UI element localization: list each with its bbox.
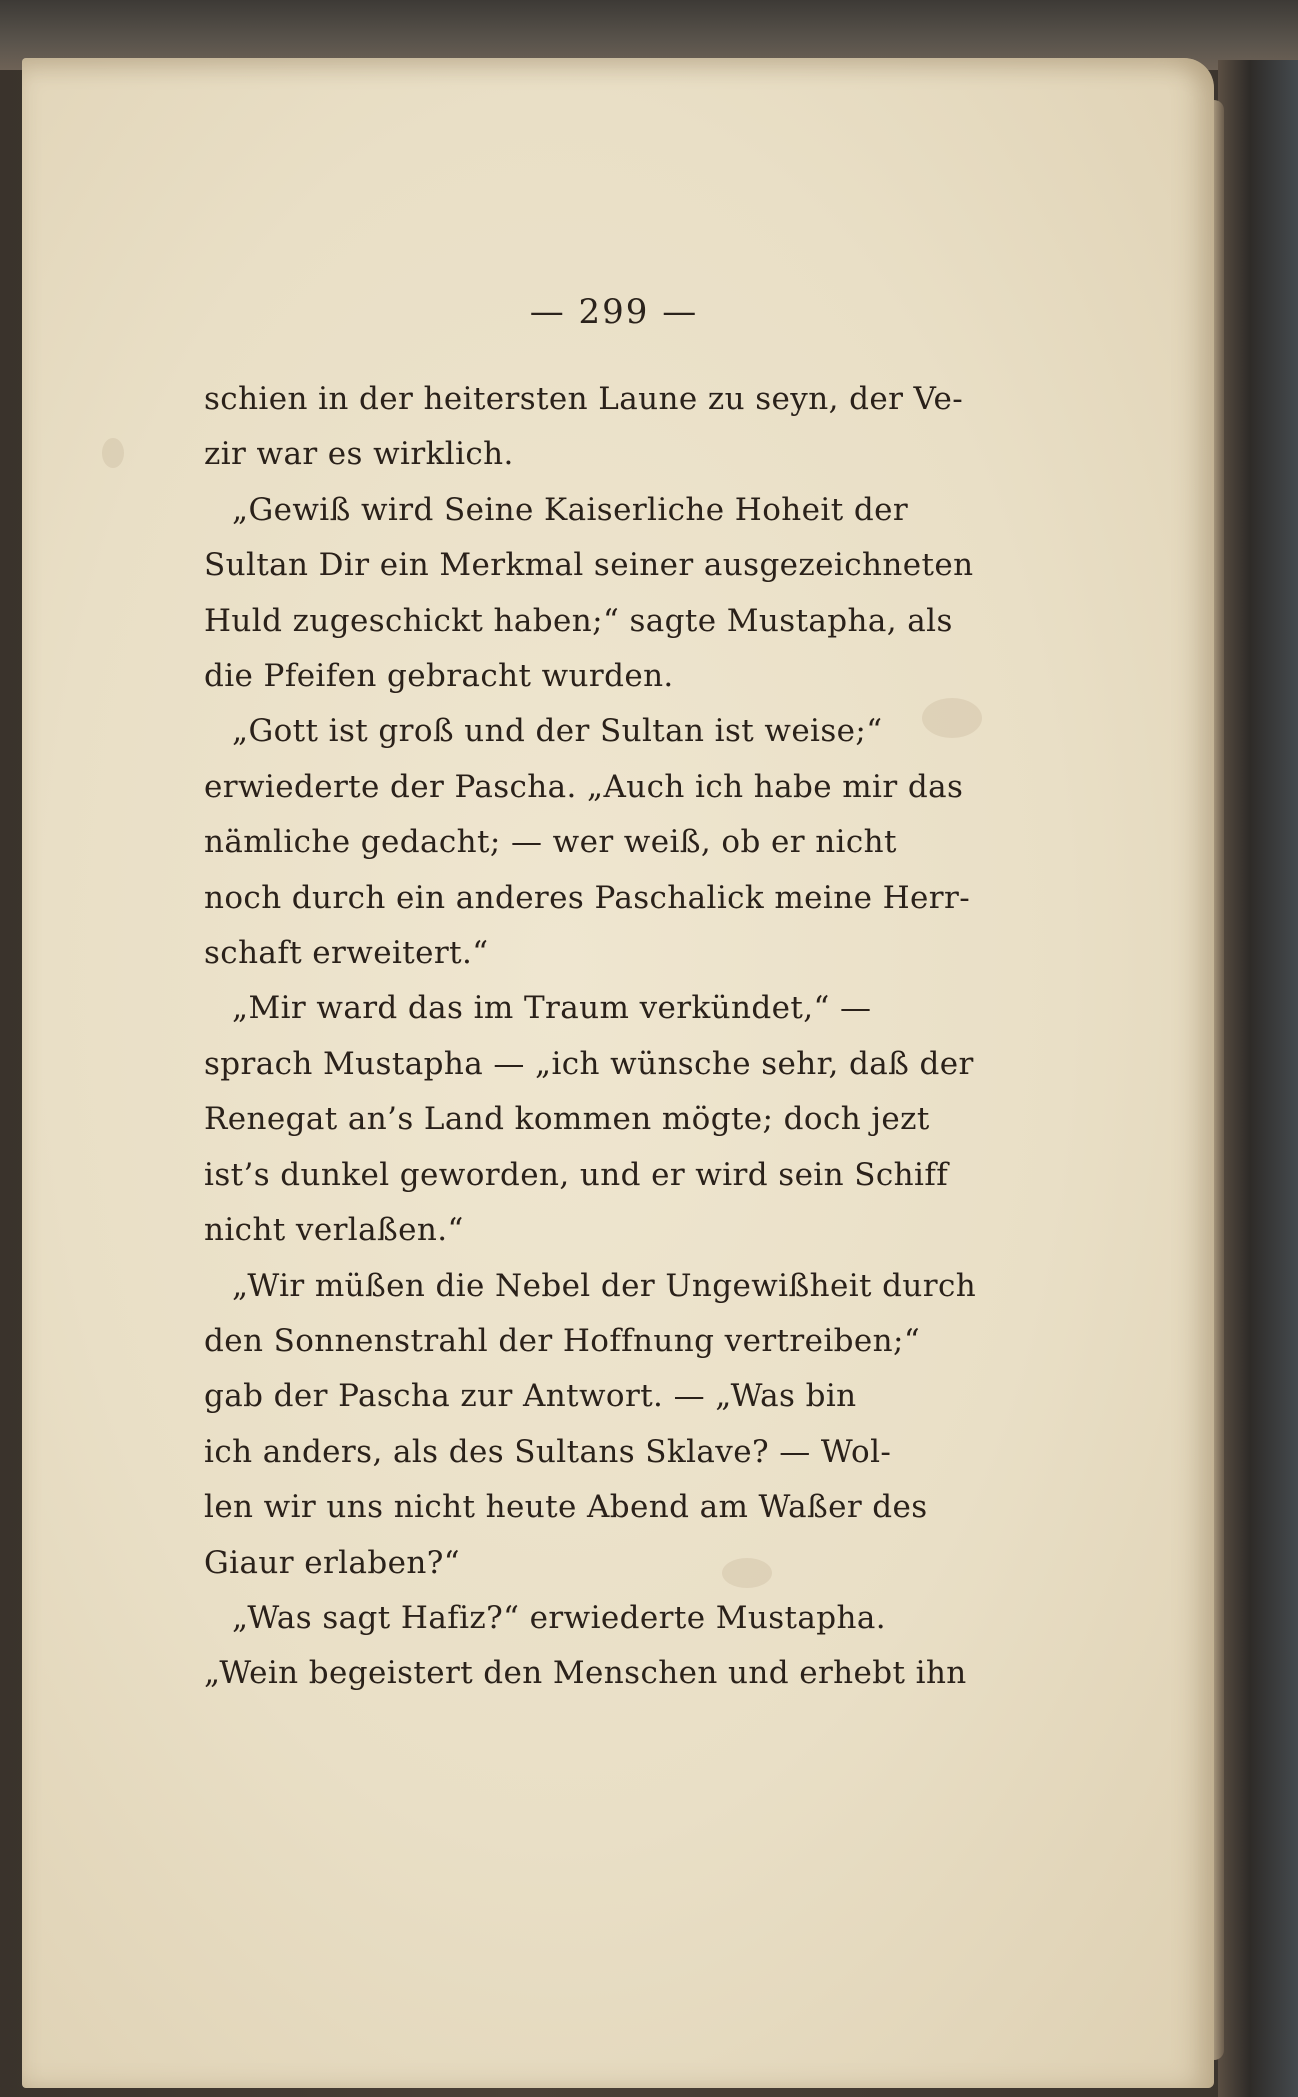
text-line: „Gewiß wird Seine Kaiserliche Hoheit der bbox=[232, 491, 909, 528]
text-line: nicht verlaßen.“ bbox=[204, 1212, 464, 1249]
smudge bbox=[102, 438, 124, 468]
text-line: nämliche gedacht; — wer weiß, ob er nicht bbox=[204, 824, 897, 861]
text-line: gab der Pascha zur Antwort. — „Was bin bbox=[204, 1378, 857, 1415]
text-line: len wir uns nicht heute Abend am Waßer des bbox=[204, 1489, 928, 1526]
text-line: „Mir ward das im Traum verkündet,“ — bbox=[232, 990, 872, 1027]
text-line: den Sonnenstrahl der Hoffnung vertreiben;“ bbox=[204, 1322, 921, 1359]
text-line: Huld zugeschickt haben;“ sagte Mustapha, als bbox=[204, 602, 953, 639]
text-line: erwiederte der Pascha. „Auch ich habe mir das bbox=[204, 768, 964, 805]
text-line: sprach Mustapha — „ich wünsche sehr, daß der bbox=[204, 1045, 974, 1082]
body-text bbox=[204, 372, 1026, 1702]
text-line: schaft erweitert.“ bbox=[204, 935, 489, 972]
text-line: die Pfeifen gebracht wurden. bbox=[204, 658, 674, 695]
text-line: „Wir müßen die Nebel der Ungewißheit durch bbox=[232, 1267, 977, 1304]
text-line: zir war es wirklich. bbox=[204, 436, 514, 473]
text-line: Sultan Dir ein Merkmal seiner ausgezeichneten bbox=[204, 547, 974, 584]
text-line: Giaur erlaben?“ bbox=[204, 1544, 460, 1581]
text-line: Renegat an’s Land kommen mögte; doch jezt bbox=[204, 1101, 930, 1138]
text-line: ist’s dunkel geworden, und er wird sein Schiff bbox=[204, 1156, 949, 1193]
text-line: ich anders, als des Sultans Sklave? — Wol- bbox=[204, 1433, 892, 1470]
text-line: „Wein begeistert den Menschen und erhebt ihn bbox=[204, 1655, 967, 1692]
book-cover-right bbox=[1218, 60, 1298, 2097]
text-line: „Gott ist groß und der Sultan ist weise;“ bbox=[232, 713, 883, 750]
text-line: „Was sagt Hafiz?“ erwiederte Mustapha. bbox=[232, 1599, 886, 1636]
text-line: noch durch ein anderes Paschalick meine Herr- bbox=[204, 879, 971, 916]
text-line: schien in der heitersten Laune zu seyn, der Ve- bbox=[204, 381, 964, 417]
page-number: — 299 — bbox=[529, 292, 699, 332]
